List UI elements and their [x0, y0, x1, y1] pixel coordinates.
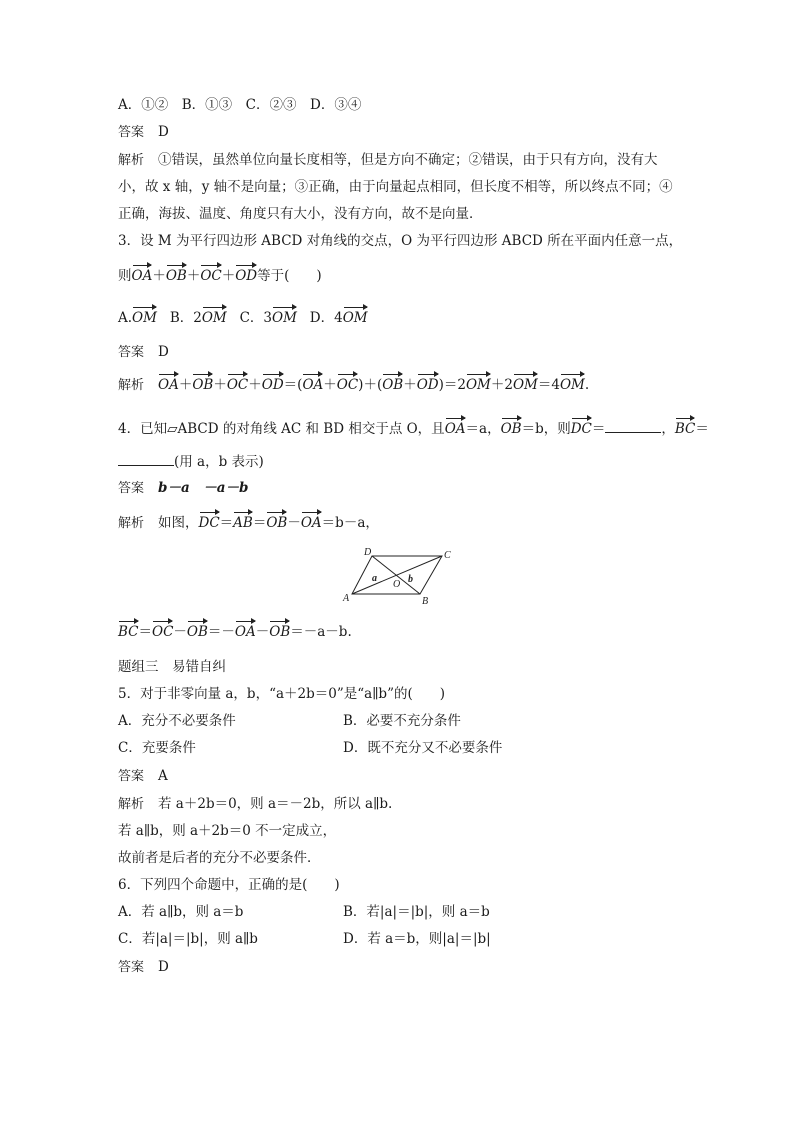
vector-ob: OB	[500, 421, 522, 437]
answer-label: 答案	[118, 345, 145, 360]
q5-stem: 5．对于非零向量 a，b，“a＋2b＝0”是“a∥b”的( )	[118, 686, 446, 702]
label-a-vertex: A	[343, 593, 350, 604]
q6-option-c: C．若|a|＝|b|，则 a∥b	[118, 931, 258, 947]
vector-om: OM	[465, 377, 491, 393]
text: ＝－a－b.	[290, 624, 352, 640]
answer-label: 答案	[118, 481, 145, 496]
q3-options	[118, 308, 368, 328]
q4-answer	[118, 478, 248, 499]
answer-value: D	[158, 124, 169, 140]
vector-oa: OA	[444, 421, 466, 437]
q3-analysis: 解析 OA＋OB＋OC＋OD＝(OA＋OC)＋(OB＋OD)＝2OM＋2OM＝4OM.	[118, 377, 590, 393]
q3-stem-vectors: 则OA＋OB＋OC＋OD等于( )	[118, 268, 322, 284]
vector-ob: OB	[186, 624, 208, 640]
analysis-text: ①错误，虽然单位向量长度相等，但是方向不确定；②错误，由于只有方向，没有大	[158, 152, 658, 168]
text: 如图，	[158, 515, 199, 531]
vector-oc: OC	[336, 377, 359, 393]
vector-om: OM	[132, 310, 157, 326]
q5-analysis-3: 故前者是后者的充分不必要条件．	[118, 850, 321, 866]
answer-label: 答案	[118, 960, 145, 975]
q6-option-a: A．若 a∥b，则 a＝b	[118, 904, 244, 920]
q2-analysis-line3: 正确，海拔、温度、角度只有大小，没有方向，故不是向量．	[118, 206, 483, 222]
q6-option-d: D．若 a＝b，则|a|＝|b|	[343, 931, 491, 947]
vector-oa: OA	[234, 624, 256, 640]
q5-option-c: C．充要条件	[118, 740, 196, 756]
q5-option-d: D．既不充分又不必要条件	[343, 740, 503, 756]
vector-ob: OB	[266, 515, 288, 531]
q6-option-b: B．若|a|＝|b|，则 a＝b	[343, 904, 490, 920]
label-o-point: O	[393, 579, 401, 590]
analysis-label: 解析	[118, 378, 145, 393]
label-c-vertex: C	[444, 550, 451, 561]
q4-stem	[118, 418, 709, 439]
q3-answer	[118, 342, 169, 363]
q5-option-b: B．必要不充分条件	[343, 713, 461, 729]
analysis-label: 解析	[118, 797, 145, 812]
vector-oc: OC	[200, 268, 222, 284]
label-vector-b: b	[408, 574, 413, 585]
q2-answer	[118, 122, 169, 143]
vector-bc: BC	[118, 624, 139, 640]
vector-dc: DC	[570, 421, 592, 437]
q5-analysis	[118, 794, 392, 815]
vector-dc: DC	[198, 515, 220, 531]
text: ＝b－a，	[321, 515, 379, 531]
label-vector-a: a	[372, 573, 377, 584]
label-d-vertex: D	[364, 547, 372, 558]
vector-ob: OB	[165, 268, 187, 284]
vector-om: OM	[272, 310, 297, 326]
q5-analysis-2: 若 a∥b，则 a＋2b＝0 不一定成立，	[118, 823, 337, 839]
answer-value: D	[158, 959, 169, 975]
vector-om: OM	[512, 377, 538, 393]
vector-oa: OA	[300, 515, 322, 531]
vector-oa: OA	[302, 377, 324, 393]
text: ，	[661, 421, 675, 437]
vector-ab: AB	[233, 515, 253, 531]
answer-value: D	[158, 344, 169, 360]
q2-options: A．①② B．①③ C．②③ D．③④	[118, 97, 362, 113]
vector-oc: OC	[152, 624, 174, 640]
vector-ob: OB	[269, 624, 291, 640]
q3-stem: 3．设 M 为平行四边形 ABCD 对角线的交点，O 为平行四边形 ABCD 所在平面内任意一点，	[118, 233, 683, 249]
label-b-vertex: B	[422, 596, 429, 607]
vector-od: OD	[261, 377, 284, 393]
q2-analysis-line1	[118, 150, 658, 171]
section-heading: 题组三 易错自纠	[118, 659, 226, 675]
answer-label: 答案	[118, 769, 145, 784]
q4-analysis: 解析 如图，DC＝AB＝OB－OA＝b－a，	[118, 515, 379, 531]
q6-answer	[118, 957, 169, 978]
text: ＝b，则	[521, 421, 571, 437]
answer-blank	[605, 418, 661, 433]
parallelogram-figure	[340, 546, 460, 610]
text: 4．已知▱ABCD 的对角线 AC 和 BD 相交于点 O，且	[118, 421, 445, 437]
q6-stem: 6．下列四个命题中，正确的是( )	[118, 877, 340, 893]
answer-value: A	[158, 768, 168, 784]
vector-od: OD	[416, 377, 439, 393]
answer-label: 答案	[118, 125, 145, 140]
vector-oa: OA	[158, 377, 179, 393]
q5-option-a: A．充分不必要条件	[118, 713, 236, 729]
text: ＝a，	[465, 421, 501, 437]
text: 则	[118, 268, 132, 284]
text: ＝	[591, 421, 606, 437]
answer-value: b－a －a－b	[158, 480, 249, 496]
text: (用 a，b 表示)	[174, 454, 264, 470]
q4-stem-2	[118, 451, 264, 472]
vector-ob: OB	[192, 377, 214, 393]
analysis-label: 解析	[118, 153, 145, 168]
option-b: B．2	[169, 310, 202, 326]
analysis-text: 若 a＋2b＝0，则 a＝－2b，所以 a∥b.	[158, 796, 393, 812]
vector-oc: OC	[226, 377, 249, 393]
q5-answer	[118, 766, 168, 787]
vector-ob: OB	[382, 377, 404, 393]
q4-analysis-2: BC＝OC－OB＝－OA－OB＝－a－b.	[118, 624, 352, 640]
option-d: D．4	[309, 310, 343, 326]
vector-om: OM	[342, 310, 368, 326]
vector-om: OM	[559, 377, 585, 393]
vector-om: OM	[201, 310, 227, 326]
text: 等于( )	[257, 268, 322, 284]
analysis-label: 解析	[118, 516, 145, 531]
option-c: C．3	[239, 310, 273, 326]
vector-bc: BC	[674, 421, 696, 437]
text: ＝	[695, 421, 709, 437]
option-a: A.	[118, 310, 133, 326]
vector-oa: OA	[131, 268, 153, 284]
answer-blank	[118, 451, 174, 466]
q2-analysis-line2: 小，故 x 轴，y 轴不是向量；③正确，由于向量起点相同，但长度不相等，所以终点不同；④	[118, 179, 673, 195]
vector-od: OD	[235, 268, 258, 284]
